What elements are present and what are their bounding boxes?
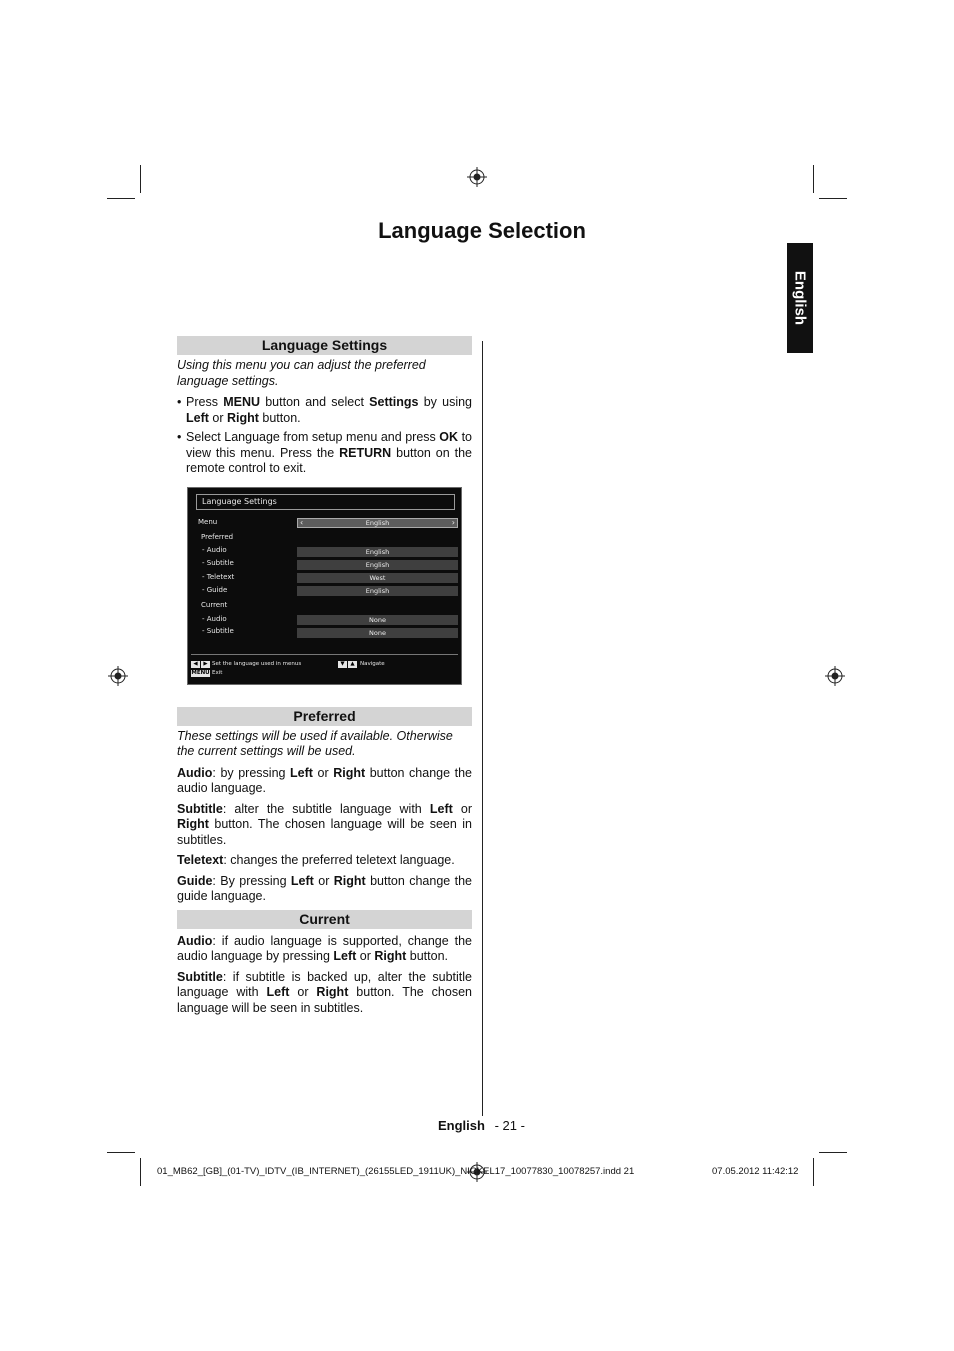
tv-hint-lr: Set the language used in menus xyxy=(212,661,302,667)
tv-preferred-guide-value: English xyxy=(297,586,458,596)
tv-preferred-audio-value: English xyxy=(297,547,458,557)
crop-mark xyxy=(140,165,141,193)
tv-preferred-label: Preferred xyxy=(201,533,234,541)
side-tab-label: English xyxy=(791,270,809,326)
tv-preferred-teletext-value: West xyxy=(297,573,458,583)
crop-mark xyxy=(140,1158,141,1186)
tv-current-subtitle-value: None xyxy=(297,628,458,638)
current-subtitle-text: Subtitle: if subtitle is backed up, alter the subtitle language with Left or Right button. The chosen language will be seen in subtitles. xyxy=(177,969,472,1015)
crop-mark xyxy=(813,1158,814,1186)
preferred-teletext-text: Teletext: changes the preferred teletext language. xyxy=(177,853,455,867)
tv-menu-value: ‹ English › xyxy=(297,518,458,528)
print-slug-date: 07.05.2012 11:42:12 xyxy=(712,1166,799,1177)
crop-mark xyxy=(819,198,847,199)
tv-current-subtitle-label: - Subtitle xyxy=(202,627,234,635)
current-audio-text: Audio: if audio language is supported, change the audio language by pressing Left or Right button. xyxy=(177,933,472,963)
tv-preferred-subtitle-value: English xyxy=(297,560,458,570)
chevron-left-icon: ‹ xyxy=(300,518,304,527)
tv-hint-exit: Exit xyxy=(212,670,223,676)
section-intro: These settings will be used if available. Otherwise the current settings will be used. xyxy=(177,728,453,758)
tv-preferred-subtitle-label: - Subtitle xyxy=(202,559,234,567)
print-slug-file: 01_MB62_[GB]_(01-TV)_IDTV_(IB_INTERNET)_(26155LED_1911UK)_NICKEL17_10077830_10078257.indd 21 xyxy=(157,1166,635,1177)
tv-preferred-teletext-label: - Teletext xyxy=(202,573,235,581)
registration-mark-icon xyxy=(467,167,487,187)
list-item: • Press MENU button and select Settings by using Left or Right button. xyxy=(177,395,472,426)
section-heading-current: Current xyxy=(177,910,472,929)
column-divider xyxy=(482,341,483,1116)
tv-menu-label: Menu xyxy=(198,518,218,526)
tv-hint-navigate: Navigate xyxy=(360,661,385,667)
tv-footer-divider xyxy=(191,654,458,655)
preferred-subtitle-text: Subtitle: alter the subtitle language with Left or Right button. The chosen language will be seen in subtitles. xyxy=(177,801,472,847)
tv-preferred-audio-label: - Audio xyxy=(202,546,227,554)
section-heading-preferred: Preferred xyxy=(177,707,472,726)
registration-mark-icon xyxy=(825,666,845,686)
footer-language: English xyxy=(438,1118,485,1133)
crop-mark xyxy=(813,165,814,193)
crop-mark xyxy=(819,1152,847,1153)
section-intro: Using this menu you can adjust the preferred language settings. xyxy=(177,358,426,388)
instruction-list xyxy=(177,395,472,477)
tv-current-audio-label: - Audio xyxy=(202,615,227,623)
page-footer xyxy=(438,1118,525,1133)
down-arrow-key-icon: ▼ xyxy=(338,661,347,668)
left-arrow-key-icon: ◀ xyxy=(191,661,200,668)
crop-mark xyxy=(107,1152,135,1153)
list-item: • Select Language from setup menu and press OK to view this menu. Press the RETURN button on the remote control to exit. xyxy=(177,430,472,477)
language-side-tab xyxy=(787,243,813,353)
crop-mark xyxy=(107,198,135,199)
tv-current-label: Current xyxy=(201,601,228,609)
tv-menu-screenshot xyxy=(187,487,462,685)
page-number: - 21 - xyxy=(494,1118,525,1133)
tv-current-audio-value: None xyxy=(297,615,458,625)
tv-preferred-guide-label: - Guide xyxy=(202,586,228,594)
chevron-right-icon: › xyxy=(451,518,455,527)
preferred-audio-text: Audio: by pressing Left or Right button change the audio language. xyxy=(177,765,472,795)
tv-menu-title: Language Settings xyxy=(196,494,455,510)
section-heading-language-settings: Language Settings xyxy=(177,336,472,355)
right-arrow-key-icon: ▶ xyxy=(201,661,210,668)
menu-key-icon: MENU xyxy=(191,670,210,676)
preferred-guide-text: Guide: By pressing Left or Right button change the guide language. xyxy=(177,873,473,903)
page-title: Language Selection xyxy=(378,218,586,243)
up-arrow-key-icon: ▲ xyxy=(348,661,357,668)
registration-mark-icon xyxy=(108,666,128,686)
